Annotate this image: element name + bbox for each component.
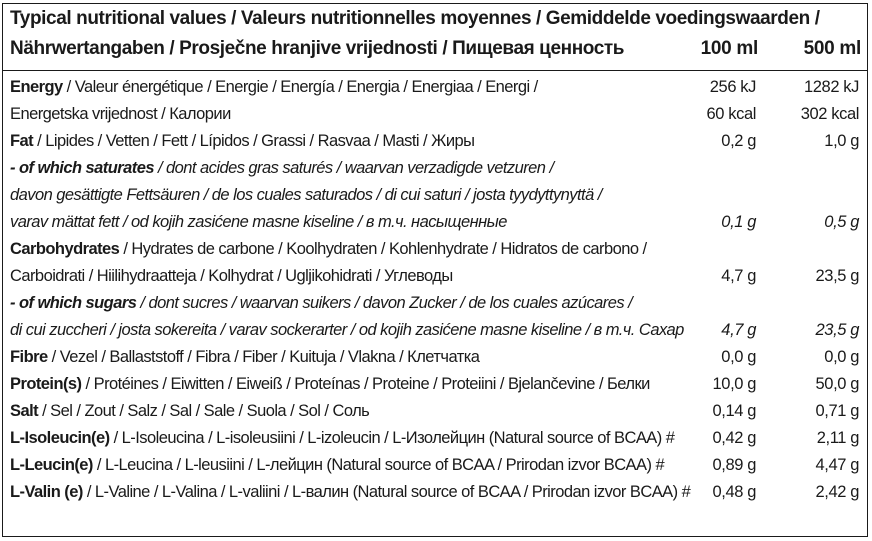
fibre-label	[10, 343, 479, 371]
leucine-translations: / L-Leucina / L-leusiini / L-лейцин (Natural source of BCAA / Prirodan izvor BCAA) #	[92, 456, 665, 474]
header-divider	[3, 70, 867, 71]
table-title-line-2: Nährwertangaben / Prosječne hranjive vrijednosti / Пищевая ценность	[10, 38, 625, 59]
fibre-500ml: 0,0 g	[824, 348, 859, 366]
nutrition-table	[2, 3, 868, 537]
protein-name: Protein(s)	[10, 375, 82, 393]
energy-kcal-100ml: 60 kcal	[706, 105, 756, 123]
carbohydrates-name: Carbohydrates	[10, 240, 120, 258]
fat-100ml: 0,2 g	[721, 132, 756, 150]
salt-translations: / Sel / Zout / Salz / Sal / Sale / Suola / Sol / Соль	[38, 402, 370, 420]
sugars-label-line-2: di cui zuccheri / josta sokereita / varav sockerarter / od kojih zasićene masne kiseline / в т.ч. Сахар	[10, 321, 684, 339]
isoleucine-500ml: 2,11 g	[816, 429, 859, 447]
protein-translations: / Protéines / Eiwitten / Eiweiß / Proteínas / Proteine / Proteiini / Bjelančevine / Белки	[81, 375, 650, 393]
energy-translations: / Valeur énergétique / Energie / Energía / Energia / Energiaa / Energi /	[62, 78, 538, 96]
valine-100ml: 0,48 g	[712, 483, 756, 501]
isoleucine-100ml: 0,42 g	[712, 429, 756, 447]
energy-kj-500ml: 1282 kJ	[804, 78, 859, 96]
sugars-500ml: 23,5 g	[815, 321, 859, 339]
fibre-name: Fibre	[10, 348, 48, 366]
salt-100ml: 0,14 g	[712, 402, 756, 420]
energy-kcal-500ml: 302 kcal	[800, 105, 859, 123]
isoleucine-translations: / L-Isoleucina / L-isoleusiini / L-izoleucin / L-Изолейцин (Natural source of BCAA) #	[109, 429, 675, 447]
saturates-label-line-3: varav mättat fett / od kojih zasićene masne kiseline / в т.ч. насыщенные	[10, 213, 507, 231]
fibre-translations: / Vezel / Ballaststoff / Fibra / Fiber / Kuituja / Vlakna / Клетчатка	[47, 348, 480, 366]
leucine-100ml: 0,89 g	[712, 456, 756, 474]
salt-label	[10, 397, 369, 425]
carbohydrates-100ml: 4,7 g	[721, 267, 756, 285]
sugars-name: - of which sugars	[10, 294, 137, 312]
sugars-translations: / dont sucres / waarvan suikers / davon Zucker / de los cuales azúcares /	[136, 294, 633, 312]
isoleucine-name: L-Isoleucin(e)	[10, 429, 110, 447]
valine-label	[10, 478, 690, 506]
sugars-100ml: 4,7 g	[721, 321, 756, 339]
carbohydrates-500ml: 23,5 g	[815, 267, 859, 285]
valine-500ml: 2,42 g	[815, 483, 859, 501]
sugars-label	[10, 289, 632, 317]
saturates-name: - of which saturates	[10, 159, 154, 177]
leucine-name: L-Leucin(e)	[10, 456, 93, 474]
energy-name: Energy	[10, 78, 63, 96]
protein-100ml: 10,0 g	[712, 375, 756, 393]
column-header-100ml: 100 ml	[700, 38, 758, 59]
leucine-label	[10, 451, 664, 479]
saturates-translations: / dont acides gras saturés / waarvan verzadigde vetzuren /	[153, 159, 554, 177]
energy-label	[10, 73, 538, 101]
protein-500ml: 50,0 g	[815, 375, 859, 393]
fat-translations: / Lipides / Vetten / Fett / Lípidos / Grassi / Rasvaa / Masti / Жиры	[33, 132, 475, 150]
energy-kj-100ml: 256 kJ	[709, 78, 756, 96]
carbohydrates-label	[10, 235, 647, 263]
saturates-label-line-2: davon gesättigte Fettsäuren / de los cuales saturados / di cui saturi / josta tyydyttynyttä /	[10, 186, 602, 204]
saturates-100ml: 0,1 g	[721, 213, 756, 231]
valine-name: L-Valin (e)	[10, 483, 83, 501]
protein-label	[10, 370, 650, 398]
carbohydrates-label-line-2: Carboidrati / Hiilihydraatteja / Kolhydrat / Ugljikohidrati / Углеводы	[10, 267, 453, 285]
salt-name: Salt	[10, 402, 39, 420]
isoleucine-label	[10, 424, 674, 452]
table-title-line-1: Typical nutritional values / Valeurs nutritionnelles moyennes / Gemiddelde voedingswaarden /	[10, 8, 820, 29]
leucine-500ml: 4,47 g	[815, 456, 859, 474]
salt-500ml: 0,71 g	[815, 402, 859, 420]
saturates-label	[10, 154, 554, 182]
column-header-500ml: 500 ml	[803, 38, 861, 59]
fat-500ml: 1,0 g	[824, 132, 859, 150]
saturates-500ml: 0,5 g	[824, 213, 859, 231]
fat-label	[10, 127, 474, 155]
valine-translations: / L-Valine / L-Valina / L-valiini / L-валин (Natural source of BCAA / Prirodan izvor BCAA) #	[82, 483, 691, 501]
fibre-100ml: 0,0 g	[721, 348, 756, 366]
energy-label-line-2: Energetska vrijednost / Калории	[10, 105, 231, 123]
fat-name: Fat	[10, 132, 34, 150]
carbohydrates-translations: / Hydrates de carbone / Koolhydraten / Kohlenhydrate / Hidratos de carbono /	[119, 240, 647, 258]
